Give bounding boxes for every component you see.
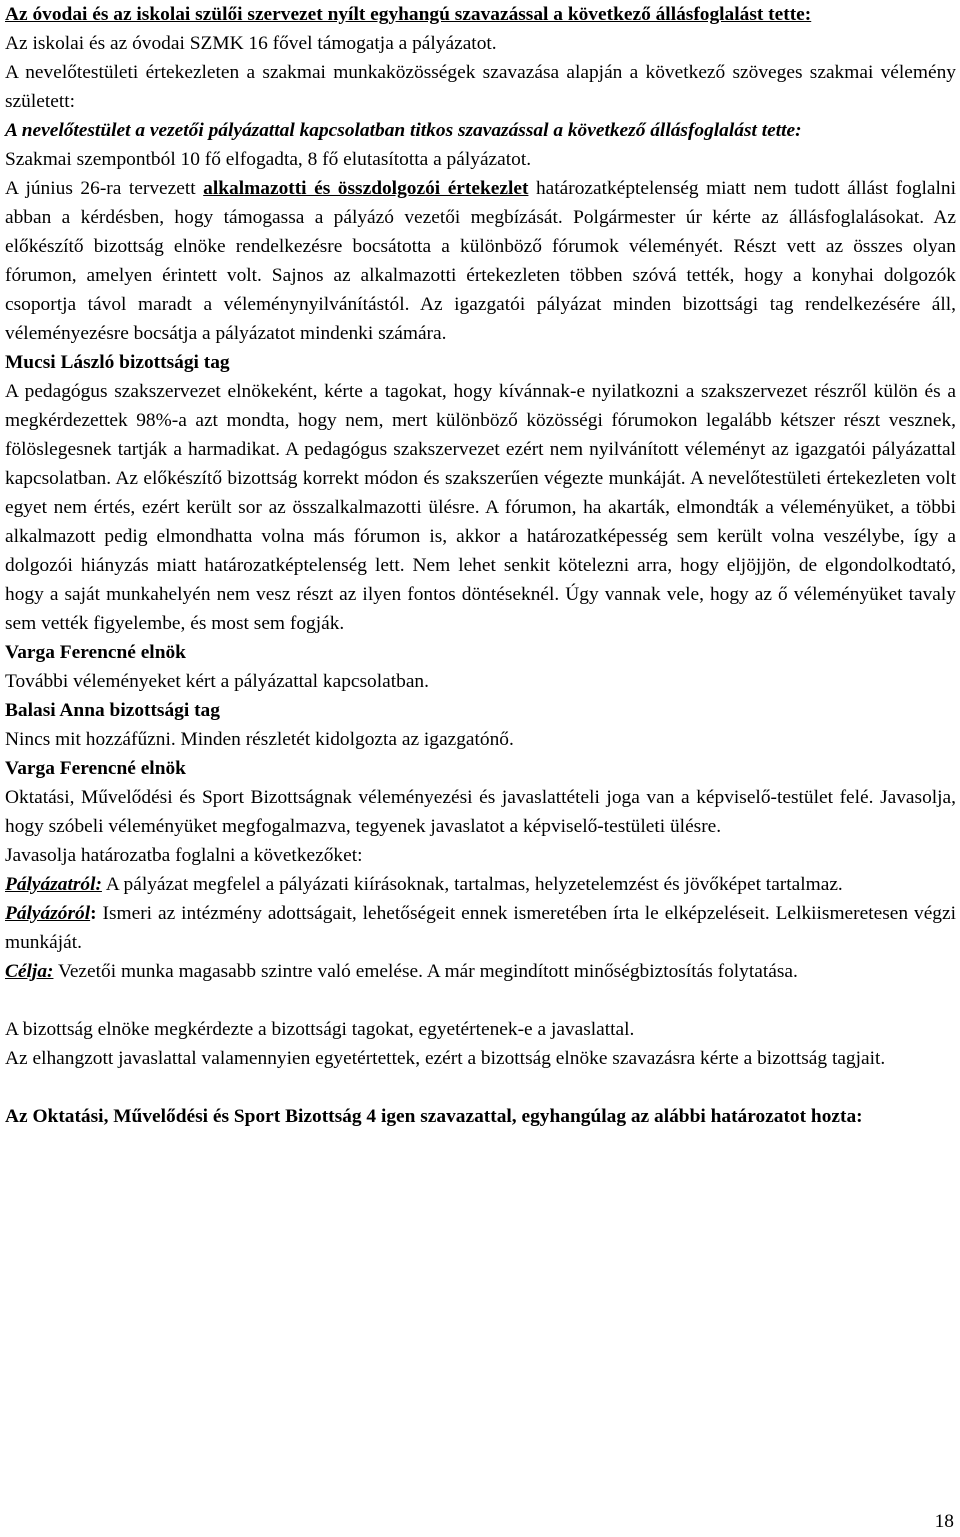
speaker-text: Oktatási, Művelődési és Sport Bizottságnak véleményezési és javaslattételi joga van a képviselő-testület felé. Javasolja, hogy szóbeli véleményüket megfogalmazva, tegyenek javaslatot a képviselő-testületi ülésre.	[5, 787, 956, 837]
spacer	[5, 986, 956, 1015]
speaker-name: Mucsi László bizottsági tag	[5, 352, 230, 373]
meeting-name: alkalmazotti és összdolgozói értekezlet	[203, 178, 529, 199]
parent-org-support: Az iskolai és az óvodai SZMK 16 fővel támogatja a pályázatot.	[5, 33, 497, 54]
proposal-item	[5, 899, 956, 957]
staff-vote-heading	[5, 116, 956, 145]
spacer	[5, 1073, 956, 1102]
speaker-name: Varga Ferencné elnök	[5, 642, 186, 663]
staff-vote-statement: A nevelőtestület a vezetői pályázattal kapcsolatban titkos szavazással a következő állásfoglalást tette:	[5, 120, 802, 141]
proposal-item	[5, 870, 956, 899]
proposal-item-text: Ismeri az intézmény adottságait, lehetőségeit ennek ismeretében írta le elképzeléseit. Lelkiismeretesen végzi munkáját.	[5, 903, 956, 953]
proposal-item-colon: :	[90, 903, 97, 924]
june-meeting-before: A június 26-ra tervezett	[5, 178, 204, 199]
proposal-item-label: Pályázatról:	[5, 874, 102, 895]
closing-vote-call: Az elhangzott javaslattal valamennyien egyetértettek, ezért a bizottság elnöke szavazásra kérte a bizottság tagjait.	[5, 1048, 886, 1069]
staff-vote-result: Szakmai szempontból 10 fő elfogadta, 8 fő elutasította a pályázatot.	[5, 149, 532, 170]
june-meeting-paragraph	[5, 174, 956, 348]
closing-question: A bizottság elnöke megkérdezte a bizottsági tagokat, egyetértenek-e a javaslattal.	[5, 1019, 635, 1040]
parent-org-statement-heading	[5, 0, 956, 29]
speaker-name: Balasi Anna bizottsági tag	[5, 700, 220, 721]
staff-meeting-intro: A nevelőtestületi értekezleten a szakmai munkaközösségek szavazása alapján a következő szöveges szakmai vélemény született:	[5, 62, 956, 112]
speaker-text: A pedagógus szakszervezet elnökeként, kérte a tagokat, hogy kívánnak-e nyilatkozni a szakszervezet részről külön és a megkérdezettek 98%-a azt mondta, hogy nem, mert különböző közösségi fórumokon legalább kétszer részt vesznek, fölöslegesnek tartják a harmadikat. A pedagógus szakszervezet ezért nem nyilvánított véleményt az igazgatói pályázattal kapcsolatban. Az előkészítő bizottság korrekt módon és szakszerűen végezte munkáját. A nevelőtestületi értekezleten volt egyet nem értés, ezért került sor az összalkalmazotti ülésre. A fórumon, ha akarták, elmondták a véleményüket, a többi alkalmazott pedig elmondhatta volna más fórumon is, akkor a határozatképesség sem került volna veszélybe, így a dolgozói hiányzás miatt határozatképtelenség lett. Nem lehet senkit kötelezni arra, hogy eljöjjön, de elgondolkodtató, hogy a saját munkahelyén nem vesz részt az ilyen fontos döntéseknél. Úgy vannak vele, hogy az ő véleményüket tavaly sem vették figyelembe, és most sem fogják.	[5, 381, 956, 634]
proposal-item-label: Célja:	[5, 961, 54, 982]
page-number: 18	[934, 1511, 954, 1532]
proposal-item-text: Vezetői munka magasabb szintre való emelése. A már megindított minőségbiztosítás folytatása.	[53, 961, 798, 982]
proposal-item-label: Pályázóról	[5, 903, 91, 924]
june-meeting-after: határozatképtelenség miatt nem tudott állást foglalni abban a kérdésben, hogy támogassa a pályázó vezetői megbízását. Polgármester úr kérte az állásfoglalásokat. Az előkészítő bizottság elnöke rendelkezésre bocsátotta a különböző fórumok véleményét. Részt vett az összes olyan fórumon, amelyen érintett volt. Sajnos az alkalmazotti értekezleten többen szóvá tették, hogy a konyhai dolgozók csoportja távol maradt a véleménynyilvánítástól. Az igazgatói pályázat minden bizottsági tag rendelkezésére áll, véleményezésre bocsátja a pályázatot mindenki számára.	[5, 178, 956, 344]
proposal-intro: Javasolja határozatba foglalni a következőket:	[5, 845, 363, 866]
speaker-text: Nincs mit hozzáfűzni. Minden részletét kidolgozta az igazgatónő.	[5, 729, 514, 750]
document-body	[5, 0, 956, 1131]
resolution-heading: Az Oktatási, Művelődési és Sport Bizottság 4 igen szavazattal, egyhangúlag az alábbi határozatot hozta:	[5, 1106, 863, 1127]
parent-org-statement: Az óvodai és az iskolai szülői szervezet nyílt egyhangú szavazással a következő állásfoglalást tette:	[5, 4, 812, 25]
speaker-text: További véleményeket kért a pályázattal kapcsolatban.	[5, 671, 429, 692]
proposal-item-text: A pályázat megfelel a pályázati kiírásoknak, tartalmas, helyzetelemzést és jövőképet tartalmaz.	[101, 874, 843, 895]
proposal-item	[5, 957, 956, 986]
speaker-name: Varga Ferencné elnök	[5, 758, 186, 779]
